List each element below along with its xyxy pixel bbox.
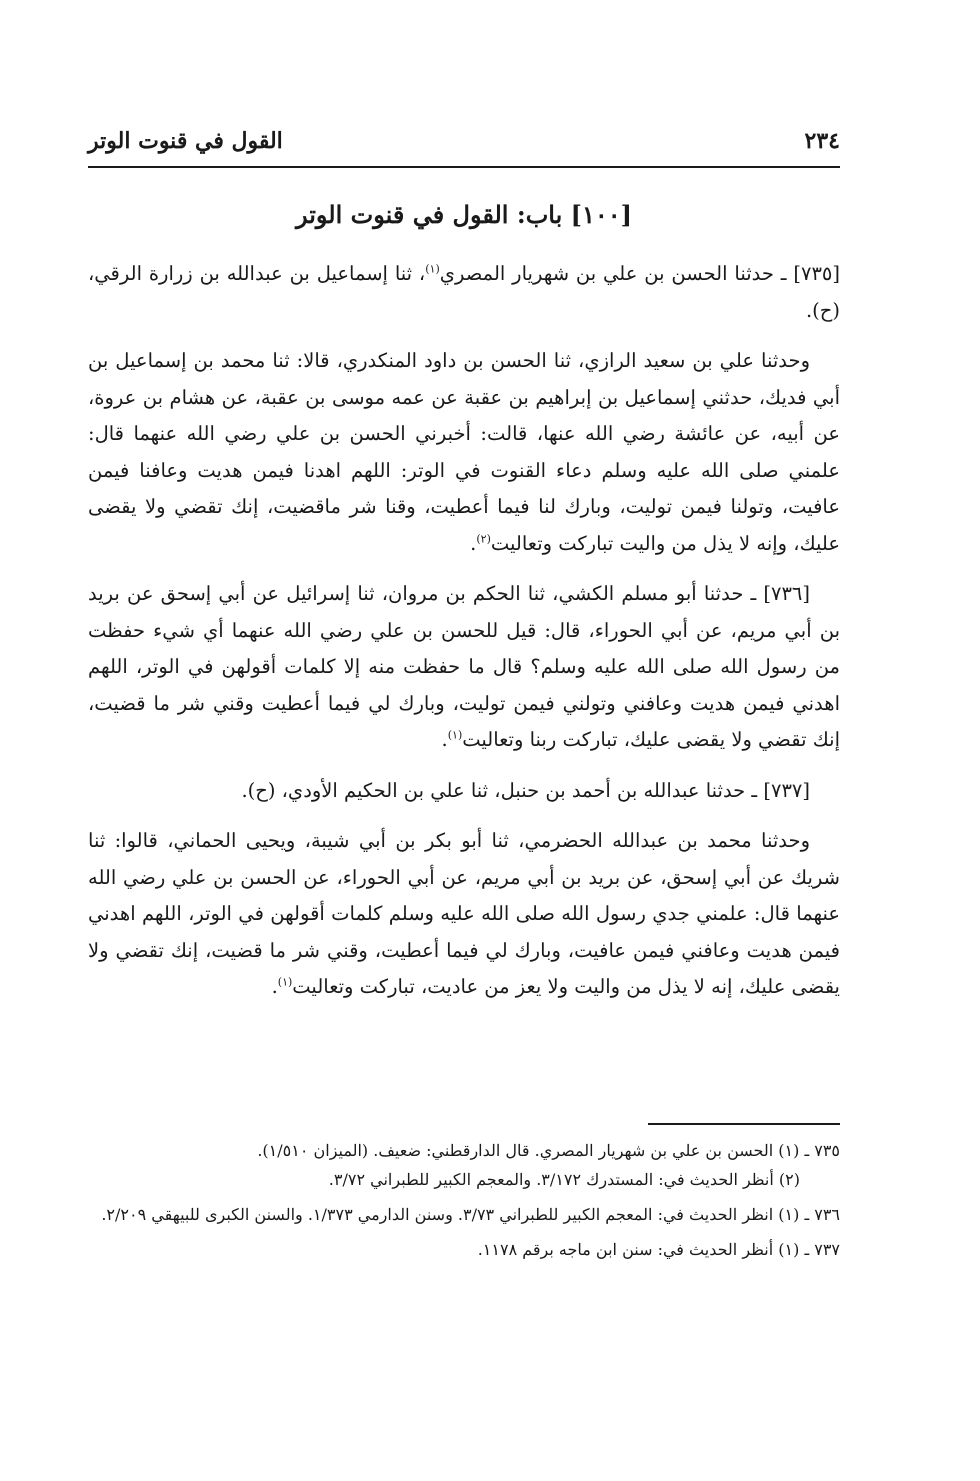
footnote-line: ٧٣٦ ـ (١) انظر الحديث في: المعجم الكبير للطبراني ٣/٧٣. وسنن الدارمي ١/٣٧٣. والسنن الكبرى للبيهقي ٢/٢٠٩. — [101, 1205, 840, 1224]
paragraph-737-cont — [88, 823, 840, 1006]
page-number: ٢٣٤ — [804, 128, 840, 154]
paragraph-text-cont: . — [470, 531, 477, 555]
paragraph-text: وحدثنا محمد بن عبدالله الحضرمي، ثنا أبو بكر بن أبي شيبة، ويحيى الحماني، قالوا: ثنا شريك عن أبي إسحق، عن بريد بن أبي مريم، عن أبي الحوراء، عن الحسن بن علي رضي الله عنهما قال: علمني جدي رسول الله صلى الله عليه وسلم كلمات أقولهن في الوتر، اللهم اهدني فيمن هديت وعافني فيمن عافيت، وبارك لي فيما أعطيت، وقني شر ما قضيت، إنك تقضي ولا يقضى عليك، إنه لا يذل من واليت ولا يعز من عاديت، تباركت وتعاليت — [88, 829, 840, 998]
footnote-line: ٧٣٧ ـ (١) أنظر الحديث في: سنن ابن ماجه برقم ١١٧٨. — [477, 1240, 840, 1259]
chapter-title: [١٠٠] باب: القول في قنوت الوتر — [295, 200, 633, 229]
footnote-737 — [88, 1235, 840, 1264]
paragraph-text-cont: . — [271, 975, 278, 998]
paragraph-text: [٧٣٧] ـ حدثنا عبدالله بن أحمد بن حنبل، ثنا علي بن الحكيم الأودي، (ح). — [241, 778, 810, 802]
paragraph-text-cont: . — [441, 728, 448, 751]
paragraph-text: [٧٣٦] ـ حدثنا أبو مسلم الكشي، ثنا الحكم بن مروان، ثنا إسرائيل عن أبي إسحق عن بريد بن أبي مريم، عن أبي الحوراء، قال: قيل للحسن بن علي رضي الله عنهما أي شيء حفظت من رسول الله صلى الله عليه وسلم؟ قال ما حفظت منه إلا كلمات أقولهن في الوتر، اللهم اهدني فيمن هديت وعافني وتولني فيمن توليت، وبارك لي فيما أعطيت وقني شر ما قضيت، إنك تقضي ولا يقضى عليك، تباركت ربنا وتعاليت — [88, 582, 840, 751]
paragraph-text: وحدثنا علي بن سعيد الرازي، ثنا الحسن بن داود المنكدري، قالا: ثنا محمد بن إسماعيل بن أبي فديك، حدثني إسماعيل بن إبراهيم بن عقبة عن عمه موسى بن عقبة، عن هشام بن عروة، عن أبيه، عن عائشة رضي الله عنها، قالت: أخبرني الحسن بن علي رضي الله عنهما قال: علمني صلى الله عليه وسلم دعاء القنوت في الوتر: اللهم اهدنا فيمن هديت وعافنا فيمن عافيت، وتولنا فيمن توليت، وبارك لنا فيما أعطيت، وقنا شر ماقضيت، إنك تقضي ولا يقضى عليك، وإنه لا يذل من واليت تباركت وتعاليت — [88, 349, 840, 555]
main-text — [88, 256, 840, 1020]
paragraph-735 — [88, 256, 840, 329]
paragraph-737 — [88, 773, 840, 810]
footnote-marker: (١) — [447, 728, 463, 742]
running-header — [88, 128, 840, 168]
footnotes — [88, 1136, 840, 1270]
footnote-marker: (١) — [277, 975, 293, 989]
paragraph-text-cont: ، ثنا إسماعيل بن عبدالله بن زرارة الرقي، (ح). — [88, 262, 840, 322]
footnote-735 — [88, 1136, 840, 1194]
footnote-rule — [648, 1123, 840, 1125]
footnote-marker: (١) — [425, 262, 440, 276]
running-title: القول في قنوت الوتر — [88, 128, 283, 154]
footnote-line: (٢) أنظر الحديث في: المستدرك ٣/١٧٢. والمعجم الكبير للطبراني ٣/٧٢. — [328, 1170, 800, 1189]
footnote-line: ٧٣٥ ـ (١) الحسن بن علي بن شهريار المصري. قال الدارقطني: ضعيف. (الميزان ١/٥١٠). — [257, 1141, 840, 1160]
footnote-736 — [88, 1200, 840, 1229]
footnote-marker: (٢) — [476, 532, 491, 545]
paragraph-736 — [88, 576, 840, 759]
paragraph-text: [٧٣٥] ـ حدثنا الحسن بن علي بن شهريار المصري — [439, 262, 840, 285]
header-rule — [88, 166, 840, 168]
paragraph-735-cont — [88, 343, 840, 562]
